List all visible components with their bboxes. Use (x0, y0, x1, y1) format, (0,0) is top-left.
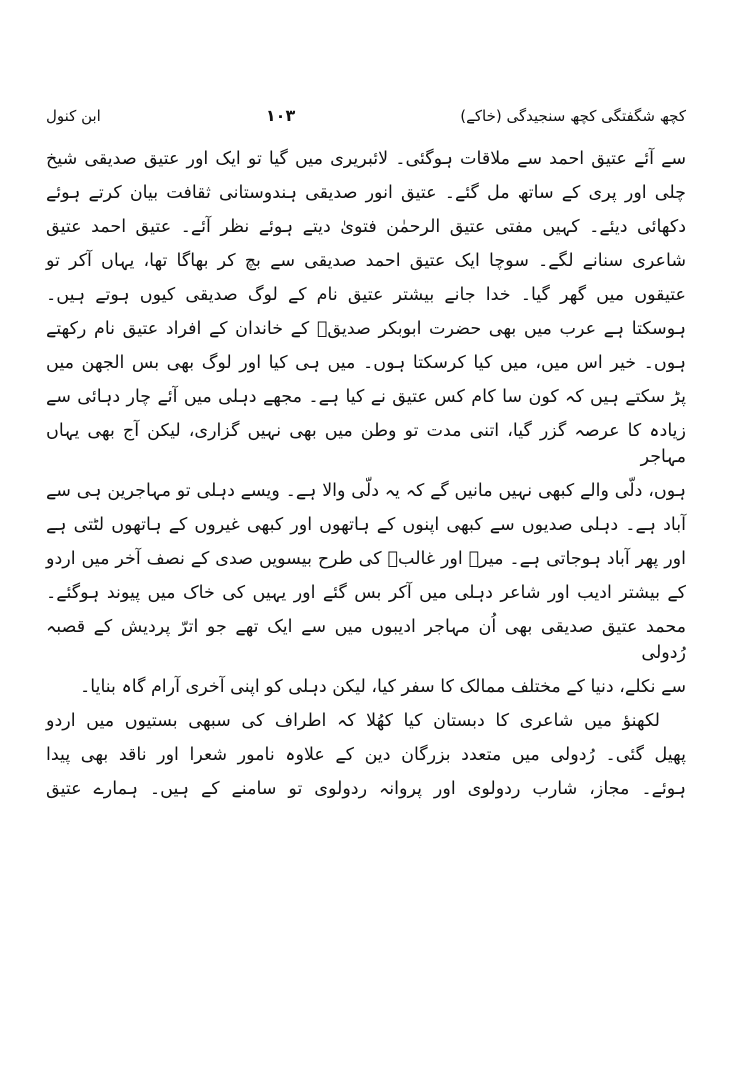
text-line: کے بیشتر ادیب اور شاعر دہلی میں آکر بس گئے اور یہیں کی خاک میں پیوند ہوگئے۔ (46, 583, 686, 603)
text-line: ہوں۔ خیر اس میں، میں کیا کرسکتا ہوں۔ میں ہی کیا اور لوگ بھی بس الجھن میں (46, 353, 686, 373)
page-body-text (46, 142, 686, 806)
text-line: دکھائی دیئے۔ کہیں مفتی عتیق الرحمٰن فتویٰ دیتے ہوئے نظر آئے۔ عتیق احمد عتیق (46, 217, 686, 237)
text-line: چلی اور پری کے ساتھ مل گئے۔ عتیق انور صدیقی ہندوستانی ثقافت بیان کرتے ہوئے (46, 183, 686, 203)
text-line: محمد عتیق صدیقی بھی اُن مہاجر ادیبوں میں سے ایک تھے جو اترّ پردیش کے قصبہ رُدولی (46, 617, 686, 663)
text-line: آباد ہے۔ دہلی صدیوں سے کبھی اپنوں کے ہاتھوں اور کبھی غیروں کے ہاتھوں لٹتی ہے (46, 515, 686, 535)
text-line: شاعری سنانے لگے۔ سوچا ایک عتیق احمد صدیقی سے بچ کر بھاگا تھا، یہاں آکر تو (46, 251, 686, 271)
page-number: ۱۰۳ (265, 106, 296, 125)
text-line: زیادہ کا عرصہ گزر گیا، اتنی مدت تو وطن میں بھی نہیں گزاری، لیکن آج بھی یہاں مہاجر (46, 421, 686, 467)
text-line: پڑ سکتے ہیں کہ کون سا کام کس عتیق نے کیا ہے۔ مجھے دہلی میں آئے چار دہائی سے (46, 387, 686, 407)
running-header-book-title: کچھ شگفتگی کچھ سنجیدگی (خاکے) (460, 106, 686, 125)
text-line: عتیقوں میں گھر گیا۔ خدا جانے بیشتر عتیق نام کے لوگ صدیقی کیوں ہوتے ہیں۔ (46, 285, 686, 305)
text-line: ہوسکتا ہے عرب میں بھی حضرت ابوبکر صدیقؓ کے خاندان کے افراد عتیق نام رکھتے (46, 319, 686, 339)
text-line: ہوں، دلّی والے کبھی نہیں مانیں گے کہ یہ دلّی والا ہے۔ ویسے دہلی تو مہاجرین ہی سے (46, 481, 686, 501)
running-header (46, 106, 686, 125)
text-line: ہوئے۔ مجاز، شارب ردولوی اور پروانہ ردولوی تو سامنے کے ہیں۔ ہمارے عتیق (46, 779, 686, 799)
running-header-author: ابن کنول (46, 106, 101, 125)
paragraph-end-line: سے نکلے، دنیا کے مختلف ممالک کا سفر کیا، لیکن دہلی کو اپنی آخری آرام گاہ بنایا۔ (79, 677, 686, 697)
text-line: اور پھر آباد ہوجاتی ہے۔ میرؔ اور غالبؔ کی طرح بیسویں صدی کے نصف آخر میں اردو (46, 549, 686, 569)
text-line: پھیل گئی۔ رُدولی میں متعدد بزرگان دین کے علاوہ نامور شعرا اور ناقد بھی پیدا (46, 745, 686, 765)
text-line: سے آئے عتیق احمد سے ملاقات ہوگئی۔ لائبریری میں گیا تو ایک اور عتیق صدیقی شیخ (46, 149, 686, 169)
paragraph-start-line: لکھنؤ میں شاعری کا دبستان کیا کھُلا کہ اطراف کی سبھی بستیوں میں اردو (46, 711, 660, 731)
